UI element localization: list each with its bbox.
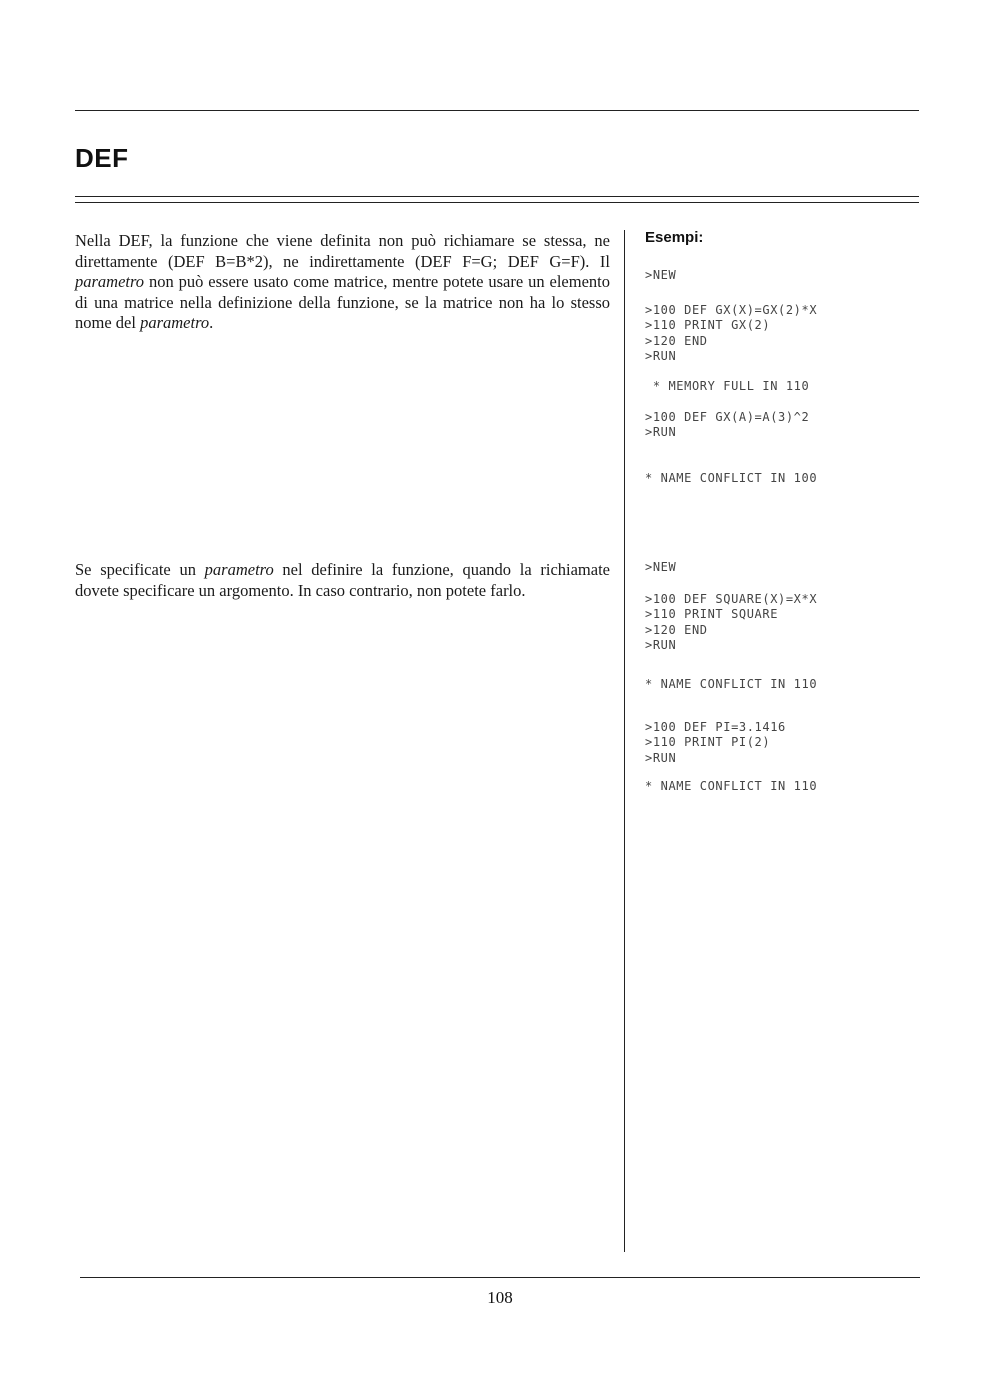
code-line: >RUN: [645, 425, 677, 440]
paragraph-text: nel definire la funzione, quando la richiamate dovete specificare un argomento. In caso contrario, non potete farlo.: [75, 560, 610, 600]
code-block: [645, 592, 817, 653]
code-block: [645, 471, 817, 486]
code-line: * MEMORY FULL IN 110: [645, 379, 810, 393]
page-number: 108: [487, 1288, 513, 1307]
paragraph-text: Se specificate un: [75, 560, 205, 579]
code-line: >RUN: [645, 750, 677, 765]
examples-title: Esempi:: [645, 229, 704, 246]
code-line: * NAME CONFLICT IN 100: [645, 471, 818, 485]
code-line: >100 DEF GX(A)=A(3)^2: [645, 410, 810, 424]
code-line: >100 DEF PI=3.1416: [645, 720, 786, 734]
column-divider: [624, 230, 625, 1252]
code-block: [645, 268, 676, 283]
heading-double-rule: [75, 196, 919, 203]
code-line: >NEW: [645, 560, 677, 574]
paragraph-parameter: [75, 560, 610, 601]
paragraph-text: non può essere usato come matrice, mentre potete usare un elemento di una matrice nella definizione della funzione, se la matrice non ha lo stesso nome del: [75, 272, 610, 332]
paragraph-text: Nella DEF, la funzione che viene definita non può richiamare se stessa, ne direttamente (DEF B=B*2), ne indirettamente (DEF F=G; DEF G=F). Il: [75, 231, 610, 271]
code-block: [645, 779, 817, 794]
code-line: >110 PRINT SQUARE: [645, 607, 779, 622]
paragraph-recursion: [75, 231, 610, 334]
paragraph-text: .: [209, 313, 214, 332]
code-line: >120 END: [645, 622, 708, 637]
code-line: >110 PRINT PI(2): [645, 735, 771, 750]
code-line: * NAME CONFLICT IN 110: [645, 779, 818, 793]
code-line: >110 PRINT GX(2): [645, 318, 771, 333]
code-line: * NAME CONFLICT IN 110: [645, 677, 818, 691]
top-rule: [75, 110, 919, 111]
code-line: >120 END: [645, 333, 708, 348]
paragraph-emphasis: parametro: [140, 313, 210, 332]
code-line: >RUN: [645, 348, 677, 363]
code-block: [645, 379, 809, 394]
code-block: [645, 720, 786, 766]
code-block: [645, 303, 817, 364]
paragraph-emphasis: parametro: [75, 272, 145, 291]
code-block: [645, 677, 817, 692]
code-block: [645, 410, 809, 441]
code-line: >100 DEF GX(X)=GX(2)*X: [645, 303, 818, 317]
page-heading: DEF: [75, 143, 129, 173]
code-block: [645, 560, 676, 575]
code-line: >RUN: [645, 637, 677, 652]
code-line: >100 DEF SQUARE(X)=X*X: [645, 592, 818, 606]
bottom-rule: [80, 1277, 920, 1278]
code-line: >NEW: [645, 268, 677, 282]
paragraph-emphasis: parametro: [204, 560, 274, 579]
